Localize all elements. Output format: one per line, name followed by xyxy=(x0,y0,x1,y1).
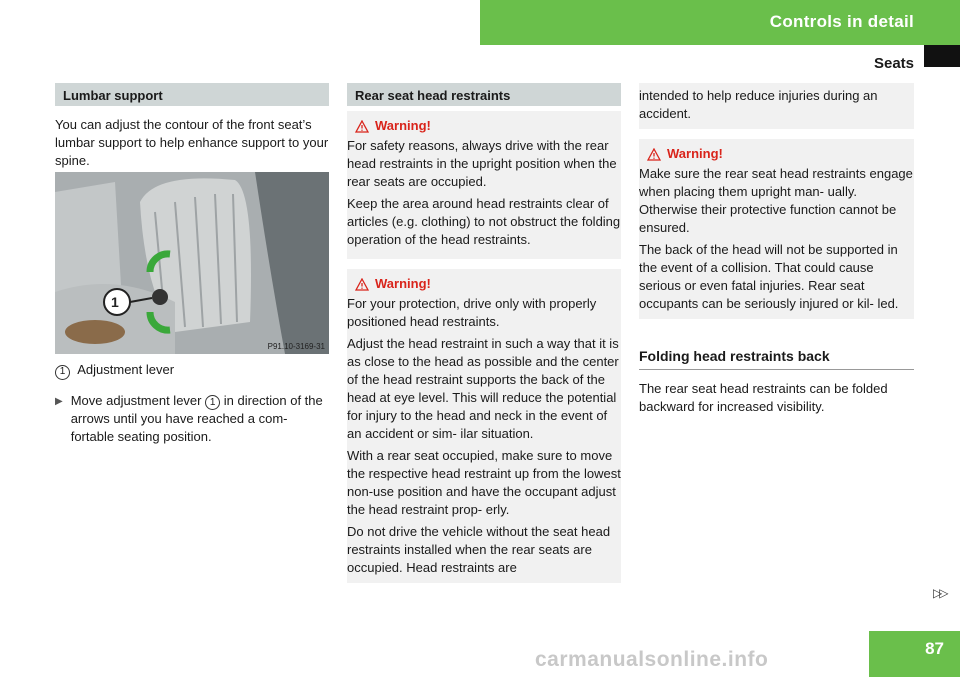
warning1-p1: For safety reasons, always drive with the rear head restraints in the upright position when the rear seats are occupied. xyxy=(347,138,617,189)
warning3-p1: Make sure the rear seat head restraints engage when placing them upright man- ually. Otherwise their protective function cannot be ensured. xyxy=(639,166,913,235)
bullet-arrow-icon: ▶ xyxy=(55,395,63,407)
seat-photo xyxy=(55,172,329,354)
left-column xyxy=(55,83,329,174)
legend-label: Adjustment lever xyxy=(77,362,175,377)
section-title: Seats xyxy=(873,55,914,72)
warning-box-1 xyxy=(347,111,621,259)
warning-continuation xyxy=(639,83,914,129)
warning-title-1: Warning! xyxy=(355,117,621,135)
warning-title-3: Warning! xyxy=(647,145,914,163)
rear-restraints-heading: Rear seat head restraints xyxy=(347,83,621,106)
legend-item xyxy=(55,361,329,380)
warning2-p2: Adjust the head restraint in such a way that it is as close to the head as possible and the center of the head restraint supports the back of the head at eye level. This will reduce the potential for injury to the head and neck in the event of an accident or sim- ilar situation. xyxy=(347,336,619,441)
lumbar-heading: Lumbar support xyxy=(55,83,329,106)
instruction-bullet xyxy=(55,392,329,447)
left-column-lower xyxy=(55,361,329,446)
instruction-text: Move adjustment lever 1 in direction of the arrows until you have reached a com- fortable seating position. xyxy=(70,392,323,444)
warning2-p3: With a rear seat occupied, make sure to move the respective head restraint up from the lowest non-use position and have the occupant adjust the head restraint prop- erly. xyxy=(347,448,621,517)
warning-box-2 xyxy=(347,269,621,583)
inline-callout-icon: 1 xyxy=(205,395,220,410)
page-number: 87 xyxy=(925,639,944,658)
warning-triangle-icon xyxy=(355,278,369,291)
folding-text: The rear seat head restraints can be folded backward for increased visibility. xyxy=(639,381,888,414)
warning-title-2: Warning! xyxy=(355,275,621,293)
chapter-title: Controls in detail xyxy=(769,12,914,31)
right-column xyxy=(639,83,914,420)
warning2-p1: For your protection, drive only with properly positioned head restraints. xyxy=(347,296,597,329)
warning2-p4: Do not drive the vehicle without the seat head restraints installed when the rear seats are occupied. Head restraints are xyxy=(347,524,611,575)
lumbar-intro: You can adjust the contour of the front seat’s lumbar support to help enhance support to your spine. xyxy=(55,117,329,168)
page-number-box xyxy=(869,631,960,677)
seat-illustration xyxy=(55,172,329,354)
warning1-p2: Keep the area around head restraints clear of articles (e.g. clothing) to not obstruct the folding operation of the head restraints. xyxy=(347,196,621,247)
warning-triangle-icon xyxy=(355,120,369,133)
callout-number-icon: 1 xyxy=(55,365,70,380)
next-page-marker: ▷▷ xyxy=(933,586,946,600)
watermark-text: carmanualsonline.info xyxy=(535,648,769,671)
photo-code: P91.10-3169-31 xyxy=(267,342,325,351)
continued-text: intended to help reduce injuries during an accident. xyxy=(639,88,878,121)
warning-box-3 xyxy=(639,139,914,319)
warning-triangle-icon xyxy=(647,148,661,161)
warning3-p2: The back of the head will not be supported in the event of a collision. That could cause serious or even fatal injuries. Rear seat occupants can be seriously injured or kil- led. xyxy=(639,242,899,311)
header-tab-marker xyxy=(924,45,960,67)
photo-callout-1: 1 xyxy=(111,294,119,310)
folding-heading: Folding head restraints back xyxy=(639,347,914,370)
middle-column xyxy=(347,83,621,583)
